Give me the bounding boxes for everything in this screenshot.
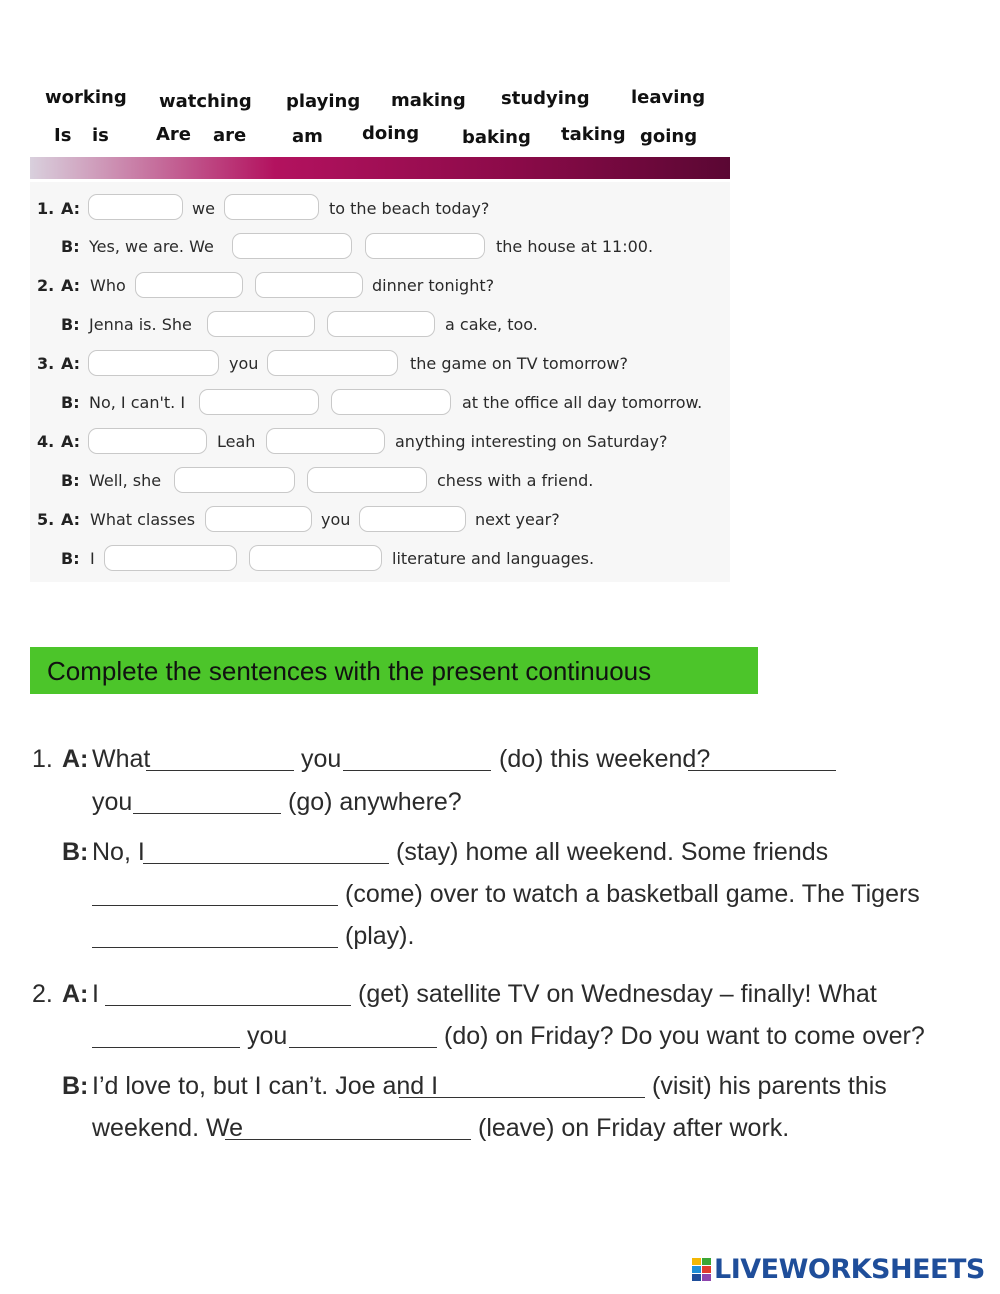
sentence-text: What (92, 745, 151, 773)
sentence-text: the house at 11:00. (496, 237, 654, 256)
sentence-text: the game on TV tomorrow? (410, 354, 628, 373)
answer-blank[interactable] (92, 947, 338, 948)
sentence-text: Who (90, 276, 126, 295)
sentence-text: to the beach today? (329, 199, 490, 218)
speaker-label: A: (62, 745, 89, 773)
answer-box[interactable] (104, 545, 237, 571)
sentence-text: I (92, 980, 99, 1008)
question-number: 2. (32, 980, 53, 1008)
question-number: 1. (32, 745, 53, 773)
sentence-text: you (229, 354, 259, 373)
sentence-text: Well, she (89, 471, 162, 490)
word-bank-item[interactable]: are (213, 125, 247, 146)
sentence-text: (do) on Friday? Do you want to come over? (444, 1022, 925, 1050)
sentence-text: No, I (92, 838, 145, 866)
answer-blank[interactable] (343, 770, 491, 771)
word-bank-item[interactable]: going (640, 126, 698, 147)
answer-box[interactable] (88, 194, 183, 220)
sentence-text: literature and languages. (392, 549, 595, 568)
word-bank-item[interactable]: am (292, 126, 323, 147)
word-bank-item[interactable]: playing (286, 91, 361, 112)
speaker-label: A: (61, 354, 81, 373)
section-title: Complete the sentences with the present continuous (47, 656, 652, 686)
sentence-text: you (321, 510, 351, 529)
answer-blank[interactable] (289, 1047, 437, 1048)
speaker-label: A: (61, 276, 81, 295)
sentence-text: (stay) home all weekend. Some friends (396, 838, 829, 866)
question-number: 3. (37, 354, 55, 373)
sentence-text: (come) over to watch a basketball game. The Tigers (345, 880, 920, 908)
question-number: 1. (37, 199, 55, 218)
answer-blank[interactable] (92, 1047, 240, 1048)
question-number: 5. (37, 510, 55, 529)
answer-blank[interactable] (225, 1139, 471, 1140)
word-bank-item[interactable]: taking (561, 124, 626, 145)
word-bank-item[interactable]: making (391, 90, 466, 111)
speaker-label: A: (61, 199, 81, 218)
answer-blank[interactable] (105, 1005, 351, 1006)
sentence-text: No, I can't. I (89, 393, 186, 412)
sentence-text: What classes (90, 510, 196, 529)
answer-blank[interactable] (92, 905, 338, 906)
speaker-label: A: (61, 432, 81, 451)
word-bank-item[interactable]: Is (54, 125, 72, 146)
answer-blank[interactable] (146, 770, 294, 771)
sentence-text: (do) this weekend? (499, 745, 711, 773)
sentence-text: you (247, 1022, 288, 1050)
question-number: 2. (37, 276, 55, 295)
sentence-text: (leave) on Friday after work. (478, 1114, 790, 1142)
answer-box[interactable] (135, 272, 243, 298)
sentence-text: next year? (475, 510, 560, 529)
sentence-text: dinner tonight? (372, 276, 495, 295)
question-number: 4. (37, 432, 55, 451)
sentence-text: (go) anywhere? (288, 788, 462, 816)
answer-box[interactable] (174, 467, 295, 493)
answer-box[interactable] (88, 428, 207, 454)
answer-box[interactable] (224, 194, 319, 220)
sentence-text: (play). (345, 922, 415, 950)
header-bar (30, 157, 730, 179)
sentence-text: chess with a friend. (437, 471, 594, 490)
word-bank-item[interactable]: working (45, 87, 127, 108)
answer-blank[interactable] (688, 770, 836, 771)
word-bank-item[interactable]: studying (501, 88, 590, 109)
sentence-text: Leah (217, 432, 256, 451)
sentence-text: at the office all day tomorrow. (462, 393, 703, 412)
sentence-text: we (192, 199, 215, 218)
answer-box[interactable] (205, 506, 312, 532)
speaker-label: B: (62, 838, 89, 866)
speaker-label: A: (62, 980, 89, 1008)
answer-blank[interactable] (143, 863, 389, 864)
sentence-text: weekend. We (92, 1114, 244, 1142)
logo-text: LIVEWORKSHEETS (714, 1254, 985, 1285)
answer-box[interactable] (207, 311, 315, 337)
word-bank-item[interactable]: leaving (631, 87, 706, 108)
sentence-text: you (92, 788, 133, 816)
answer-blank[interactable] (133, 813, 281, 814)
answer-box[interactable] (327, 311, 435, 337)
speaker-label: B: (61, 315, 80, 334)
answer-box[interactable] (307, 467, 427, 493)
sentence-text: Jenna is. She (89, 315, 192, 334)
word-bank-item[interactable]: Are (156, 124, 192, 145)
section-title-banner (30, 647, 758, 694)
answer-blank[interactable] (399, 1097, 645, 1098)
answer-box[interactable] (88, 350, 219, 376)
word-bank-item[interactable]: baking (462, 127, 531, 148)
answer-box[interactable] (359, 506, 466, 532)
answer-box[interactable] (255, 272, 363, 298)
speaker-label: B: (61, 549, 80, 568)
answer-box[interactable] (267, 350, 398, 376)
speaker-label: B: (61, 237, 80, 256)
word-bank-item[interactable]: watching (159, 91, 252, 112)
sentence-text: (get) satellite TV on Wednesday – finally! What (358, 980, 877, 1008)
speaker-label: B: (62, 1072, 89, 1100)
sentence-text: I (90, 549, 95, 568)
word-bank-item[interactable]: is (92, 125, 109, 146)
sentence-text: you (301, 745, 342, 773)
speaker-label: B: (61, 471, 80, 490)
answer-box[interactable] (232, 233, 352, 259)
speaker-label: A: (61, 510, 81, 529)
sentence-text: anything interesting on Saturday? (395, 432, 668, 451)
sentence-text: (visit) his parents this (652, 1072, 887, 1100)
word-bank-item[interactable]: doing (362, 123, 420, 144)
answer-box[interactable] (266, 428, 385, 454)
speaker-label: B: (61, 393, 80, 412)
sentence-text: I’d love to, but I can’t. Joe and I (92, 1072, 439, 1100)
answer-box[interactable] (199, 389, 319, 415)
logo-grid-icon (692, 1258, 712, 1282)
sentence-text: Yes, we are. We (89, 237, 214, 256)
sentence-text: a cake, too. (445, 315, 538, 334)
answer-box[interactable] (249, 545, 382, 571)
answer-box[interactable] (365, 233, 485, 259)
answer-box[interactable] (331, 389, 451, 415)
